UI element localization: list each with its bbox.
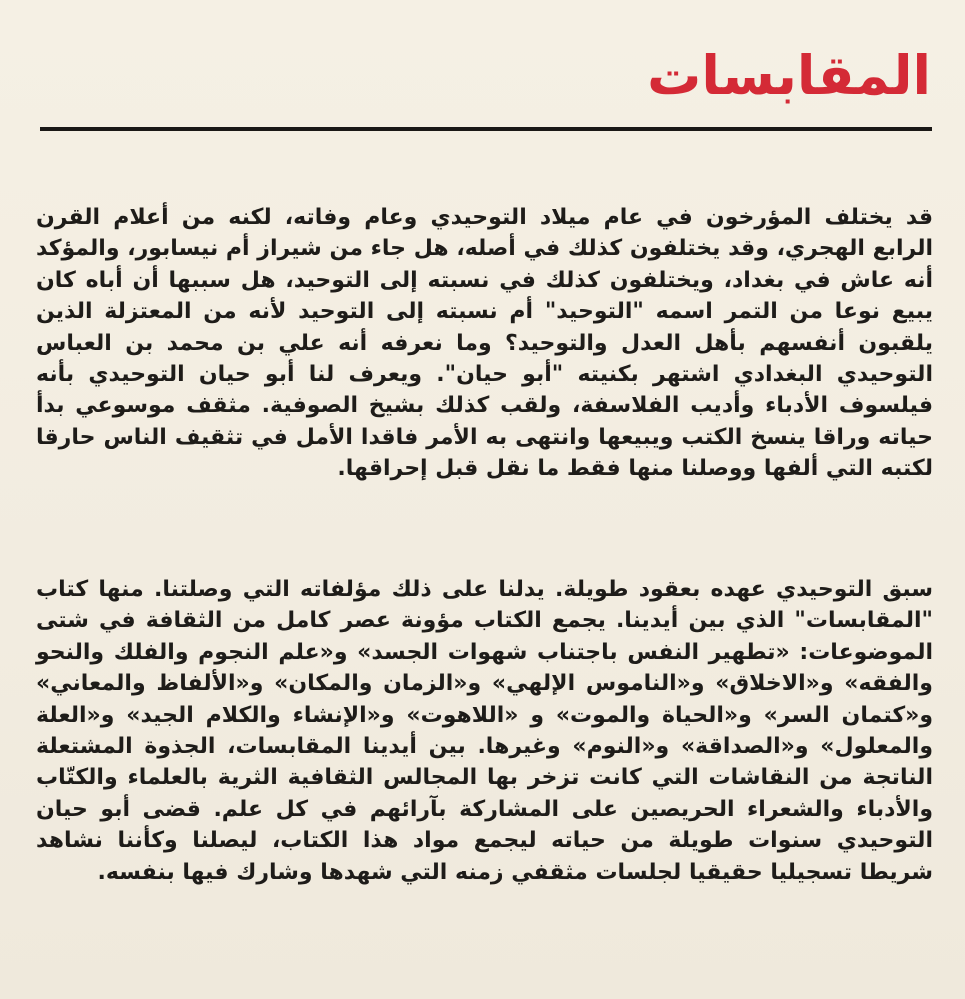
page-title: المقابسات xyxy=(647,44,931,107)
title-divider xyxy=(40,127,932,131)
paragraph-book: سبق التوحيدي عهده بعقود طويلة. يدلنا على ذلك مؤلفاته التي وصلتنا. منها كتاب "المقابسات" الذي بين أيدينا. يجمع الكتاب مؤونة عصر كامل من الثقافة في شتى الموضوعات: «تطهير النفس باجتناب شهوات الجسد» و«علم النجوم والفلك والنحو والفقه» و«الاخلاق» و«الناموس الإلهي» و«الزمان والمكان» و«الألفاظ والمعاني» و«كتمان السر» و«الحياة والموت» و «اللاهوت» و«الإنشاء والكلام الجيد» و«العلة والمعلول» و«الصداقة» و«النوم» وغيرها. بين أيدينا المقابسات، الجذوة المشتعلة الناتجة من النقاشات التي كانت تزخر بها المجالس الثقافية الثرية بالعلماء والكتّاب والأدباء والشعراء الحريصين على المشاركة بآرائهم في كل علم. قضى أبو حيان التوحيدي سنوات طويلة من حياته ليجمع مواد هذا الكتاب، ليصلنا وكأننا نشاهد شريطا تسجيليا حقيقيا لجلسات مثقفي زمنه التي شهدها وشارك فيها بنفسه. xyxy=(36,577,933,885)
paragraph-intro: قد يختلف المؤرخون في عام ميلاد التوحيدي وعام وفاته، لكنه من أعلام القرن الرابع الهجري، وقد يختلفون كذلك في أصله، هل جاء من شيراز أم نيسابور، والمؤكد أنه عاش في بغداد، ويختلفون كذلك في نسبته إلى التوحيد، هل سببها أن أباه كان يبيع نوعا من التمر اسمه "التوحيد" أم نسبته إلى التوحيد لأنه من المعتزلة الذين يلقبون أنفسهم بأهل العدل والتوحيد؟ وما نعرفه أنه علي بن محمد بن العباس التوحيدي البغدادي اشتهر بكنيته "أبو حيان". ويعرف لنا أبو حيان التوحيدي بأنه فيلسوف الأدباء وأديب الفلاسفة، ولقب كذلك بشيخ الصوفية. مثقف موسوعي بدأ حياته وراقا ينسخ الكتب ويبيعها وانتهى به الأمر فاقدا الأمل في تثقيف الناس حارقا لكتبه التي ألفها ووصلنا منها فقط ما نقل قبل إحراقها. xyxy=(36,205,933,482)
